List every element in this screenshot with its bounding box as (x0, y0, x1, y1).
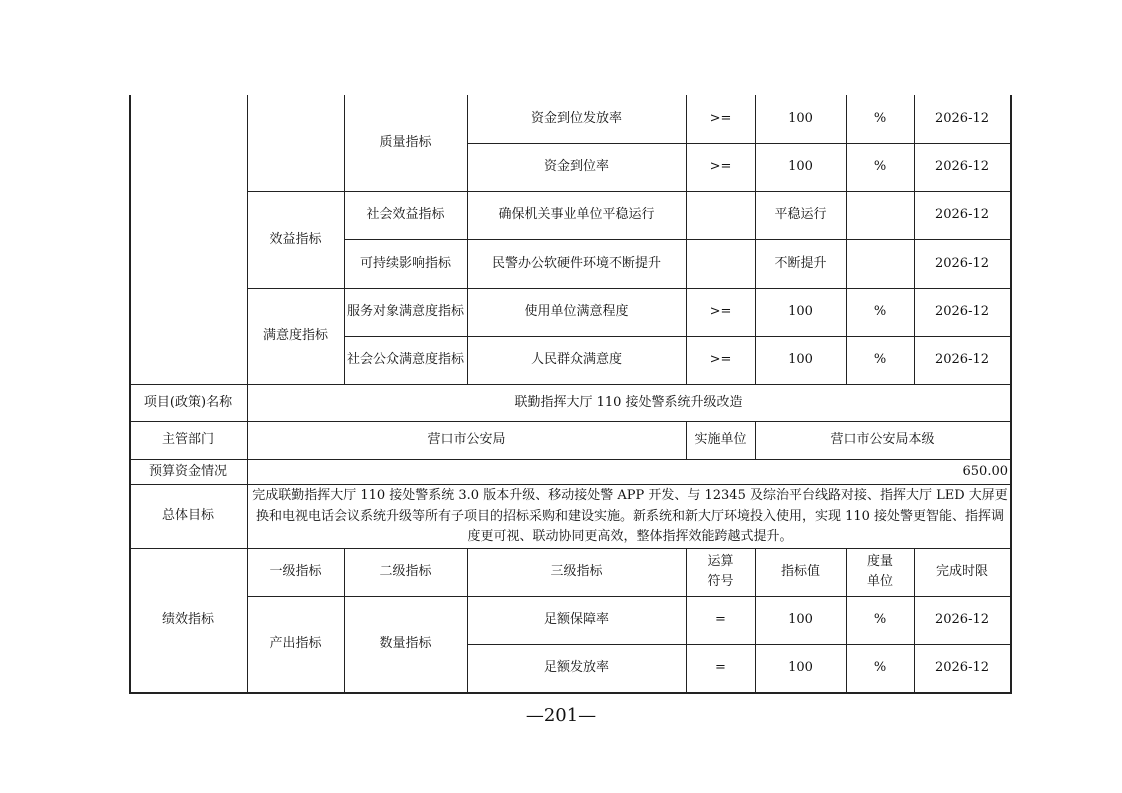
deadline-cell: 2026-12 (934, 612, 990, 627)
level3-cell: 确保机关事业单位平稳运行 (498, 207, 655, 222)
project-name: 联勤指挥大厅 110 接处警系统升级改造 (514, 394, 743, 410)
operator-cell: >= (709, 111, 732, 126)
deadline-cell: 2026-12 (934, 111, 990, 126)
level3-cell: 人民群众满意度 (530, 352, 622, 367)
level3-cell: 足额发放率 (543, 660, 609, 675)
level2-public-satisfaction: 社会公众满意度指标 (346, 352, 464, 367)
unit-cell: % (873, 159, 887, 174)
level3-cell: 资金到位率 (543, 159, 609, 174)
level3-cell: 使用单位满意程度 (524, 304, 629, 319)
level2-service-satisfaction: 服务对象满意度指标 (346, 304, 464, 319)
level3-cell: 资金到位发放率 (530, 111, 622, 126)
value-cell: 不断提升 (774, 255, 827, 271)
header-level3: 三级指标 (550, 564, 603, 579)
value-cell: 100 (788, 660, 813, 675)
unit-cell: % (873, 660, 887, 675)
deadline-cell: 2026-12 (934, 352, 990, 367)
operator-cell: = (715, 612, 726, 627)
header-level1: 一级指标 (269, 564, 322, 579)
level2-sustainability: 可持续影响指标 (359, 255, 451, 271)
level1-satisfaction: 满意度指标 (262, 328, 328, 343)
department-label: 主管部门 (161, 432, 214, 447)
unit-cell: % (873, 304, 887, 319)
header-unit (846, 548, 914, 596)
deadline-cell: 2026-12 (934, 660, 990, 675)
unit-cell: % (873, 612, 887, 627)
level2-quantity: 数量指标 (379, 636, 432, 651)
value-cell: 100 (788, 111, 813, 126)
header-unit-line2: 单位 (866, 574, 893, 589)
department: 营口市公安局 (427, 432, 506, 447)
implementer: 营口市公安局本级 (830, 432, 935, 447)
operator-cell (686, 239, 755, 288)
header-unit-line1: 度量 (866, 554, 893, 569)
page-number: —201— (525, 705, 597, 726)
header-value: 指标值 (780, 564, 820, 579)
value-cell: 100 (788, 304, 813, 319)
deadline-cell: 2026-12 (934, 207, 990, 222)
grid-line (129, 484, 1012, 485)
budget-amount: 650.00 (962, 463, 1008, 479)
implementer-label: 实施单位 (694, 432, 747, 447)
header-deadline: 完成时限 (935, 564, 988, 579)
header-operator-line2: 符号 (707, 574, 734, 589)
unit-cell: % (873, 111, 887, 126)
unit-cell (846, 191, 914, 239)
overall-goal-text: 完成联勤指挥大厅 110 接处警系统 3.0 版本升级、移动接处警 APP 开发、与 12345 及综治平台线路对接、指挥大厅 LED 大屏更换和电视电话会议系统升级等所有子项目的招标采购和建设实施。新系统和新大厅环境投入使用，实现 110 接处警更智能、指挥调度更可视、联动协同更高效，整体指挥效能跨越式提升。 (252, 488, 1008, 544)
deadline-cell: 2026-12 (934, 255, 990, 271)
operator-cell: = (715, 660, 726, 675)
performance-label: 绩效指标 (161, 612, 214, 627)
operator-cell: >= (709, 352, 732, 367)
budget-label: 预算资金情况 (148, 463, 227, 479)
value-cell: 平稳运行 (774, 207, 827, 222)
operator-cell: >= (709, 304, 732, 319)
level2-quality: 质量指标 (379, 135, 432, 150)
header-operator-line1: 运算 (707, 554, 734, 569)
value-cell: 100 (788, 352, 813, 367)
deadline-cell: 2026-12 (934, 304, 990, 319)
table-border-right (1010, 95, 1012, 694)
level3-cell: 民警办公软硬件环境不断提升 (491, 255, 661, 271)
level1-output: 产出指标 (269, 636, 322, 651)
value-cell: 100 (788, 159, 813, 174)
overall-goal-label: 总体目标 (161, 508, 214, 523)
header-level2: 二级指标 (379, 564, 432, 579)
level1-benefit: 效益指标 (269, 231, 322, 247)
unit-cell (846, 239, 914, 288)
operator-cell: >= (709, 159, 732, 174)
header-operator (686, 548, 755, 596)
deadline-cell: 2026-12 (934, 159, 990, 174)
project-name-label: 项目(政策)名称 (143, 394, 233, 410)
value-cell: 100 (788, 612, 813, 627)
level2-social-benefit: 社会效益指标 (366, 207, 445, 222)
unit-cell: % (873, 352, 887, 367)
level3-cell: 足额保障率 (543, 612, 609, 627)
operator-cell (686, 191, 755, 239)
table-border-bottom (129, 692, 1012, 694)
